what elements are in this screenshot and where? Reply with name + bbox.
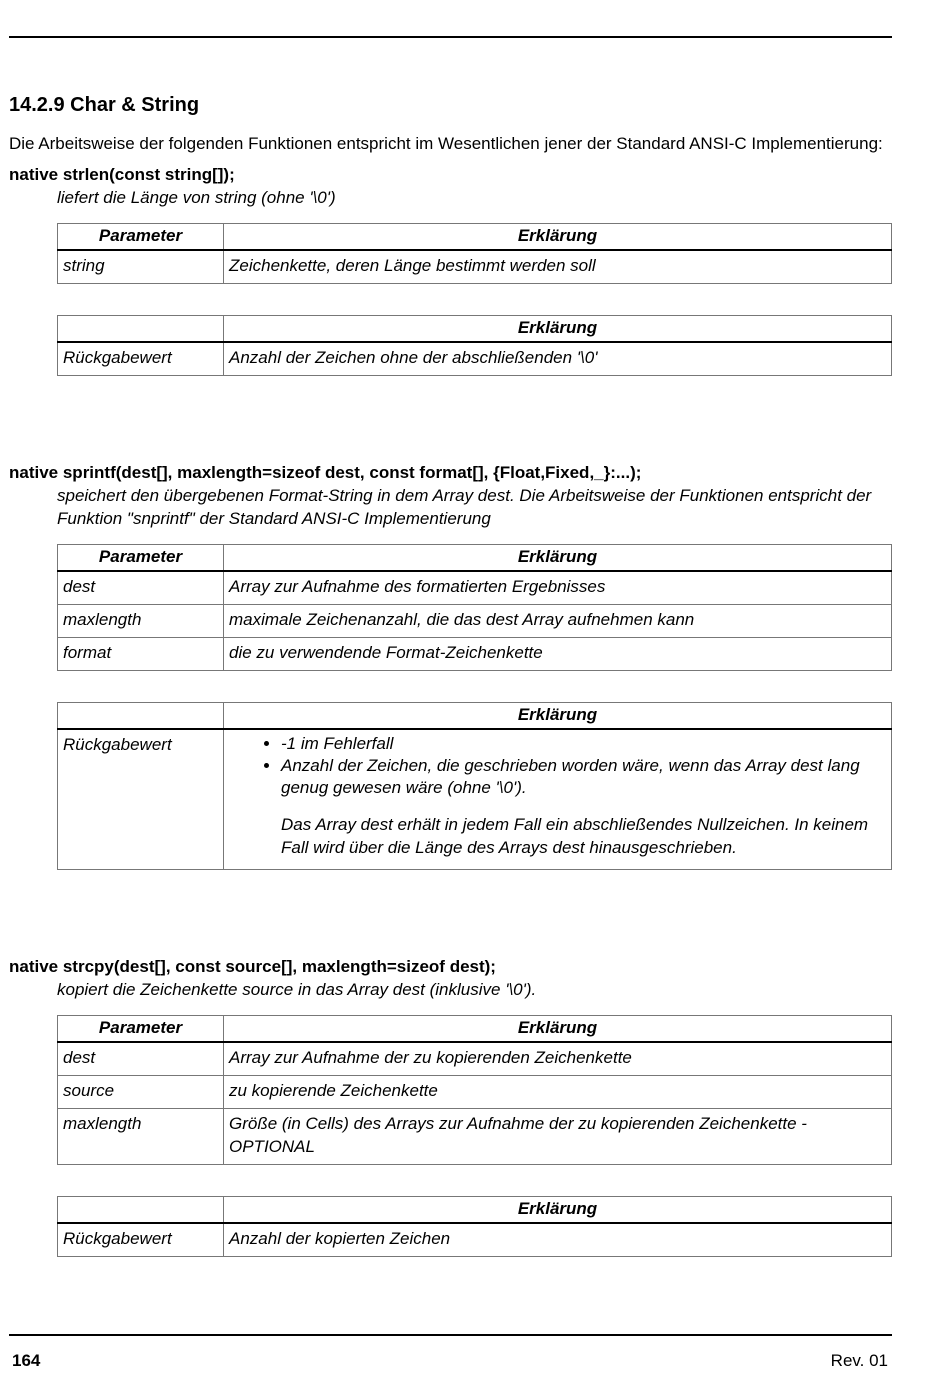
list-item: • Anzahl der Zeichen, die geschrieben worden wäre, wenn das Array dest lang genug gewesen wäre (ohne '\0'). [281,755,886,799]
return-bullet-list [229,733,886,799]
column-header-explanation: Erklärung [224,1016,892,1043]
function-description-strlen: liefert die Länge von string (ohne '\0') [57,188,336,207]
column-header-parameter: Parameter [58,224,224,251]
function-signature-strcpy: native strcpy(dest[], const source[], maxlength=sizeof dest); [9,957,496,976]
table-row [58,638,892,671]
return-desc: Anzahl der Zeichen ohne der abschließenden '\0' [224,342,892,376]
section-title: 14.2.9 Char & String [9,94,200,116]
table-row [58,250,892,284]
return-note: Das Array dest erhält in jedem Fall ein abschließendes Nullzeichen. In keinem Fall wird über die Länge des Arrays dest hinausgeschrieben. [281,815,869,857]
table-row [58,1076,892,1109]
return-table-strlen [57,315,892,376]
revision-label: Rev. 01 [830,1351,888,1370]
footer-rule [9,1334,892,1336]
section-intro: Die Arbeitsweise der folgenden Funktionen entspricht im Wesentlichen jener der Standard ANSI-C Implementierung: [9,134,883,153]
function-description-strcpy: kopiert die Zeichenkette source in das Array dest (inklusive '\0'). [57,980,537,999]
function-description-sprintf: speichert den übergebenen Format-String in dem Array dest. Die Arbeitsweise der Funktionen entspricht der Funktion "snprintf" der Standard ANSI-C Implementierung [57,486,872,528]
list-item: • -1 im Fehlerfall [281,733,886,755]
return-label: Rückgabewert [58,342,224,376]
column-header-explanation: Erklärung [224,1197,892,1224]
param-desc: Array zur Aufnahme der zu kopierenden Zeichenkette [224,1042,892,1076]
table-row [58,1042,892,1076]
param-name: dest [58,1042,224,1076]
param-name: maxlength [58,605,224,638]
param-desc: zu kopierende Zeichenkette [224,1076,892,1109]
page-content [9,92,892,1288]
parameter-table-strcpy [57,1015,892,1165]
parameter-table-sprintf [57,544,892,671]
param-desc: Zeichenkette, deren Länge bestimmt werden soll [224,250,892,284]
return-label: Rückgabewert [58,1223,224,1257]
table-row [58,342,892,376]
column-header-explanation: Erklärung [224,224,892,251]
return-label: Rückgabewert [58,729,224,870]
param-name: string [58,250,224,284]
column-header-explanation: Erklärung [224,703,892,730]
table-row [58,571,892,605]
function-signature-sprintf: native sprintf(dest[], maxlength=sizeof dest, const format[], {Float,Fixed,_}:...); [9,463,642,482]
table-row [58,1109,892,1165]
function-signature-strlen: native strlen(const string[]); [9,165,235,184]
table-row [58,729,892,870]
param-name: maxlength [58,1109,224,1165]
return-table-strcpy [57,1196,892,1257]
table-row [58,605,892,638]
param-name: source [58,1076,224,1109]
table-row [58,1223,892,1257]
column-header-explanation: Erklärung [224,316,892,343]
param-desc: Größe (in Cells) des Arrays zur Aufnahme der zu kopierenden Zeichenkette - OPTIONAL [224,1109,892,1165]
column-header-parameter: Parameter [58,1016,224,1043]
return-table-sprintf [57,702,892,870]
param-name: format [58,638,224,671]
return-desc [224,729,892,870]
return-desc: Anzahl der kopierten Zeichen [224,1223,892,1257]
header-rule [9,36,892,38]
parameter-table-strlen [57,223,892,284]
param-desc: maximale Zeichenanzahl, die das dest Array aufnehmen kann [224,605,892,638]
column-header-parameter: Parameter [58,545,224,572]
param-desc: die zu verwendende Format-Zeichenkette [224,638,892,671]
param-desc: Array zur Aufnahme des formatierten Ergebnisses [224,571,892,605]
column-header-explanation: Erklärung [224,545,892,572]
param-name: dest [58,571,224,605]
page-number: 164 [12,1351,41,1370]
